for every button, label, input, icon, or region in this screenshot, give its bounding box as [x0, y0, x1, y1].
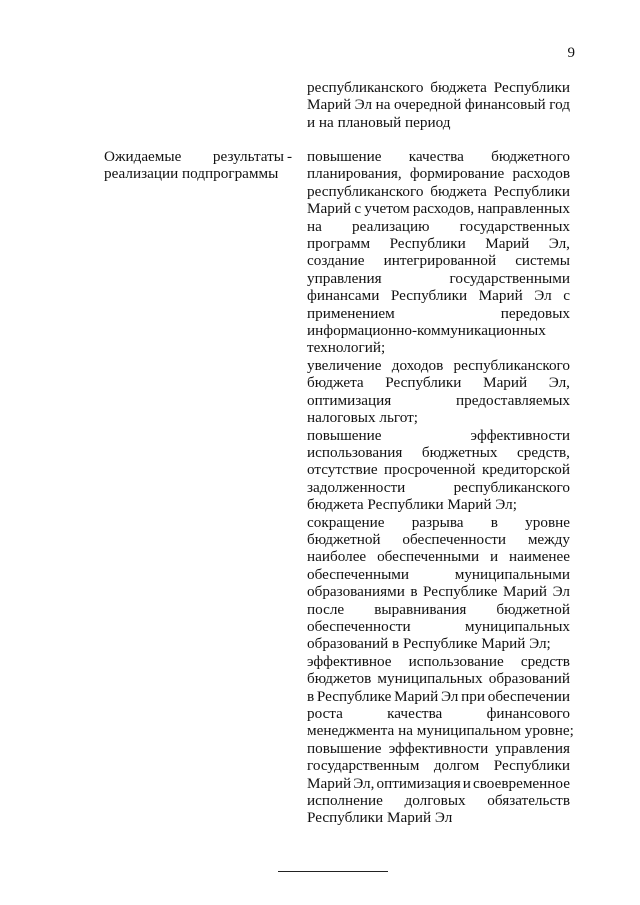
word: просроченной — [383, 461, 476, 479]
word: образованиями — [307, 583, 405, 601]
text-line — [307, 653, 570, 670]
word: бюджетной — [307, 530, 381, 548]
word: Марий — [502, 583, 548, 601]
text-line — [307, 740, 570, 757]
word: при — [461, 687, 485, 705]
word: бюджета — [307, 374, 364, 392]
word: обеспечении — [487, 687, 570, 705]
word: наименее — [509, 548, 570, 566]
word: отсутствие — [307, 461, 378, 479]
word: финансовый — [464, 96, 546, 114]
word: республиканского — [453, 478, 570, 496]
word: своевременное — [472, 774, 570, 792]
text-line — [307, 287, 570, 304]
text-line — [307, 183, 570, 200]
text-line — [307, 218, 570, 235]
word: качества — [387, 705, 443, 722]
word: муниципальных — [464, 617, 570, 635]
text-line — [307, 775, 570, 792]
word: Эл, — [548, 374, 570, 392]
word: и — [490, 548, 499, 566]
text-line — [307, 548, 570, 565]
word: интегрированной — [383, 252, 497, 270]
word: эффективности — [470, 426, 570, 444]
word: Марий — [307, 200, 352, 218]
text-line — [307, 461, 570, 478]
word: обеспеченности — [402, 530, 506, 548]
word: государственными — [449, 269, 570, 287]
word: выравнивания — [374, 600, 467, 618]
word: республиканского — [307, 182, 424, 200]
word: создание — [307, 252, 365, 270]
word: повышение — [307, 148, 382, 165]
word: с — [354, 200, 362, 218]
word: бюджетного — [491, 148, 570, 165]
text-line: и на плановый период — [307, 113, 451, 131]
word: Марий — [394, 687, 439, 705]
text-line — [307, 618, 570, 635]
word: между — [527, 530, 570, 548]
word: применением — [307, 304, 395, 322]
page-number: 9 — [567, 45, 575, 61]
row-label-line-1 — [104, 148, 284, 165]
word: Марий — [478, 287, 523, 305]
word: системы — [515, 252, 570, 270]
word: обязательств — [487, 792, 570, 810]
word: управления — [495, 739, 570, 757]
text-line: менеджмента на муниципальном уровне; — [307, 722, 574, 740]
word: кредиторской — [481, 461, 570, 479]
word: Марий — [485, 235, 530, 253]
word: после — [307, 600, 345, 618]
text-line — [307, 270, 570, 287]
word: Марий — [307, 774, 352, 792]
text-line: информационно-коммуникационных — [307, 322, 546, 340]
word: Республики — [385, 374, 462, 392]
word: республиканского — [453, 356, 570, 374]
text-line: технологий; — [307, 339, 386, 357]
text-line — [307, 444, 570, 461]
label-word: Ожидаемые — [104, 148, 182, 165]
word: обеспеченности — [307, 617, 411, 635]
text-line — [307, 200, 570, 217]
row-label-line-2: реализации подпрограммы — [104, 165, 279, 183]
text-line — [307, 235, 570, 252]
footer-rule — [278, 871, 388, 872]
text-line: образований в Республике Марий Эл; — [307, 635, 551, 653]
word: обеспеченными — [377, 548, 480, 566]
word: средств — [520, 652, 570, 670]
word: уровне — [525, 513, 570, 531]
text-line — [307, 392, 570, 409]
word: оптимизация — [376, 774, 461, 792]
word: реализацию — [352, 217, 430, 235]
word: доходов — [391, 356, 444, 374]
text-line — [307, 601, 570, 618]
text-line — [307, 670, 570, 687]
text-line — [307, 583, 570, 600]
text-line — [307, 252, 570, 269]
word: Республики — [390, 287, 468, 305]
word: использование — [408, 652, 504, 670]
word: бюджетных — [421, 443, 498, 461]
word: на — [375, 96, 391, 114]
word: муниципальными — [454, 565, 570, 583]
word: Республики — [389, 235, 466, 253]
word: бюджета — [430, 79, 487, 96]
word: обеспеченными — [307, 565, 410, 583]
word: передовых — [500, 304, 570, 322]
word: повышение — [307, 739, 382, 757]
word: расходов, — [412, 200, 475, 218]
word: в — [307, 687, 315, 705]
text-line — [307, 757, 570, 774]
word: Эл — [354, 96, 373, 114]
expected-results-text — [307, 148, 574, 827]
word: увеличение — [307, 356, 382, 374]
word: на — [307, 217, 322, 235]
word: Республики — [493, 757, 570, 775]
word: финансового — [486, 705, 570, 722]
text-line — [307, 374, 570, 391]
word: долгом — [433, 757, 480, 775]
word: финансами — [307, 287, 380, 305]
text-line — [307, 688, 570, 705]
word: бюджетов — [307, 670, 372, 688]
text-line — [307, 357, 570, 374]
word: Марий — [307, 96, 352, 114]
word: государственным — [307, 757, 420, 775]
word: государственных — [459, 217, 570, 235]
text-line — [307, 514, 570, 531]
word: сокращение — [307, 513, 385, 531]
text-line — [307, 96, 570, 113]
text-line — [307, 479, 570, 496]
text-line — [307, 79, 570, 96]
word: программ — [307, 235, 371, 253]
word: Эл, — [548, 235, 570, 253]
word: учетом — [364, 200, 410, 218]
label-dash: - — [287, 148, 293, 165]
previous-row-continuation — [307, 79, 570, 131]
word: эффективности — [388, 739, 489, 757]
word: планирования, — [307, 165, 402, 183]
word: задолженности — [307, 478, 406, 496]
word: Республики — [493, 79, 570, 96]
text-line — [307, 427, 570, 444]
word: образований — [488, 670, 570, 688]
text-line — [307, 165, 570, 182]
text-line — [307, 566, 570, 583]
word: эффективное — [307, 652, 392, 670]
word: бюджета — [430, 182, 487, 200]
label-word: результаты — [212, 148, 284, 165]
word: Эл — [440, 687, 459, 705]
word: наиболее — [307, 548, 367, 566]
text-line: бюджета Республики Марий Эл; — [307, 496, 517, 514]
word: бюджетной — [496, 600, 570, 618]
text-line: налоговых льгот; — [307, 409, 418, 427]
word: республиканского — [307, 79, 424, 96]
word: Республики — [493, 182, 570, 200]
word: год — [549, 96, 570, 114]
word: Эл, — [353, 774, 375, 792]
word: Эл — [552, 583, 570, 601]
word: Республике — [423, 583, 498, 601]
word: долговых — [404, 792, 466, 810]
word: предоставляемых — [456, 391, 570, 409]
word: в — [490, 513, 498, 531]
word: разрыва — [411, 513, 464, 531]
word: с — [563, 287, 570, 305]
text-line: Республики Марий Эл — [307, 809, 453, 827]
word: повышение — [307, 426, 382, 444]
word: качества — [408, 148, 464, 165]
word: муниципальных — [377, 670, 483, 688]
word: и — [462, 774, 471, 792]
word: управления — [307, 269, 382, 287]
text-line — [307, 705, 570, 722]
row-label — [104, 148, 284, 183]
word: очередной — [394, 96, 462, 114]
word: Республике — [316, 687, 392, 705]
word: Марий — [483, 374, 528, 392]
word: оптимизация — [307, 391, 392, 409]
word: исполнение — [307, 792, 383, 810]
text-line — [307, 792, 570, 809]
word: роста — [307, 705, 343, 722]
word: формирование — [409, 165, 505, 183]
text-line — [307, 531, 570, 548]
word: направленных — [477, 200, 570, 218]
word: использования — [307, 443, 403, 461]
word: расходов — [512, 165, 570, 183]
text-line — [307, 148, 570, 165]
word: в — [410, 583, 418, 601]
text-line — [307, 305, 570, 322]
word: средств, — [517, 443, 570, 461]
word: Эл — [534, 287, 552, 305]
